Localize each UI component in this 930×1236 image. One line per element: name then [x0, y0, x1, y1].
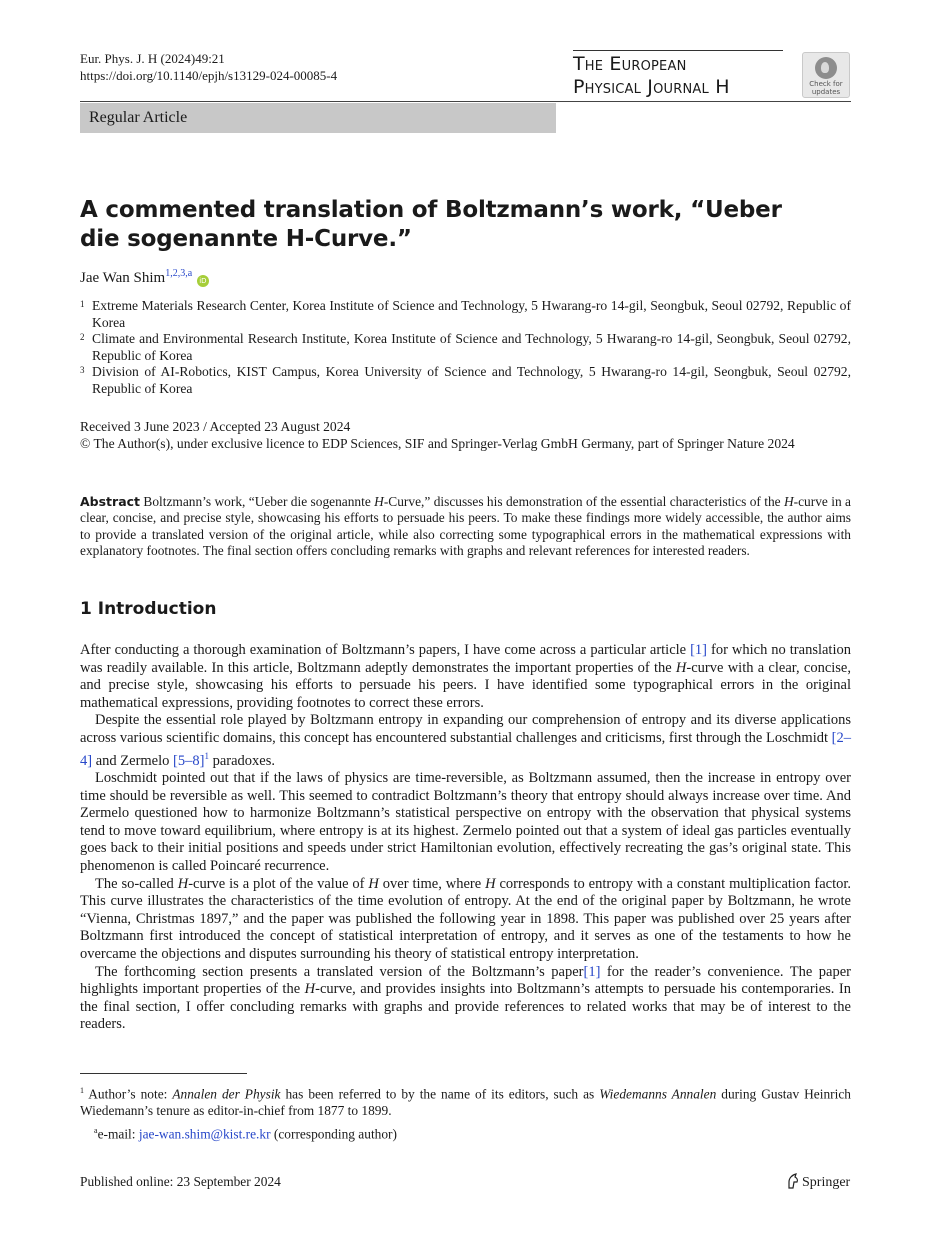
- affiliation-number: 1: [80, 299, 85, 309]
- header-divider: [80, 101, 851, 102]
- journal-citation: Eur. Phys. J. H (2024)49:21: [80, 51, 225, 66]
- paragraph-text: The forthcoming section presents a translated version of the Boltzmann’s paper: [95, 963, 584, 980]
- email-label: e-mail:: [97, 1126, 139, 1142]
- math-h: H: [177, 875, 189, 892]
- footnote-mark[interactable]: 1: [204, 750, 209, 761]
- citation-link[interactable]: [1]: [583, 963, 601, 980]
- affiliation-number: 2: [80, 332, 85, 342]
- paragraph-text: After conducting a thorough examination of Boltzmann’s papers, I have come across a particular article: [80, 642, 691, 658]
- footnote-mark: a: [94, 1126, 98, 1135]
- abstract: [80, 494, 851, 560]
- abstract-label: Abstract: [80, 494, 141, 509]
- affiliation-text: Division of AI-Robotics, KIST Campus, Korea University of Science and Technology, 5 Hwarang-ro 14-gil, Seongbuk, Seoul 02792, Republic of Korea: [92, 364, 851, 396]
- paragraph-text: Despite the essential role played by Boltzmann entropy in expanding our comprehension of entropy and its diverse applications across various scientific domains, this concept has encountered substantial challenges and criticisms, first through the Loschmidt: [80, 712, 851, 746]
- paragraph-text: for the reader’s convenience. The paper highlights important properties of the: [80, 963, 851, 998]
- title-line2: die sogenannte H-Curve.”: [80, 226, 412, 252]
- abstract-text: -curve in a clear, concise, and precise style, showcasing his efforts to persuade his peers. To make these findings more widely accessible, the author aims to provide a translated version of the original article, while also correcting some typographical errors in the mathematical expressions with explanatory footnotes. The final section offers concluding remarks with graphs and relevant references for interested readers.: [80, 494, 851, 559]
- affiliation-1: [80, 298, 851, 331]
- math-h: H: [374, 494, 384, 509]
- journal-title-line1: The European: [573, 53, 687, 75]
- footnote-rule: [80, 1073, 247, 1074]
- abstract-text: -Curve,” discusses his demonstration of the essential characteristics of the: [383, 494, 784, 509]
- footnote-journal: Annalen der Physik: [172, 1086, 281, 1102]
- paragraph-text: -curve, and provides insights into Boltzmann’s attempts to persuade his contemporaries. In the final section, I offer concluding remarks with graphs and provide references to related works that may be of interest to the readers.: [80, 981, 851, 1033]
- springer-horse-icon: [786, 1173, 800, 1189]
- affiliation-number: 3: [80, 365, 85, 375]
- paragraph-text: -curve is a plot of the value of: [188, 875, 369, 892]
- bookmark-icon: [815, 57, 837, 79]
- footnote-text: Author’s note:: [84, 1086, 173, 1102]
- footnote-text: during Gustav Heinrich Wiedemann’s tenure as editor-in-chief from 1877 to 1899.: [80, 1086, 851, 1118]
- article-type-banner: Regular Article: [80, 103, 556, 133]
- paragraph: [80, 712, 851, 770]
- copyright-notice: © The Author(s), under exclusive licence to EDP Sciences, SIF and Springer-Verlag GmbH Germany, part of Springer Nature 2024: [80, 436, 795, 451]
- section-body: [80, 642, 851, 1034]
- check-for-updates-button[interactable]: [802, 52, 850, 98]
- check-updates-line2: updates: [811, 88, 841, 96]
- paragraph: [80, 876, 851, 964]
- footnote-number: 1: [80, 1086, 84, 1095]
- paragraph: [80, 642, 851, 712]
- paragraph: [80, 964, 851, 1034]
- title-line1: A commented translation of Boltzmann’s work, “Ueber: [80, 197, 782, 223]
- paragraph-text: -curve with a clear, concise, and precise style, showcasing his efforts to persuade his peers. I have identified some typographical errors in the original mathematical expressions, providing footnotes to correct these errors.: [80, 659, 851, 711]
- footnote-text: has been referred to by the name of its editors, such as: [280, 1086, 600, 1102]
- math-h: H: [485, 875, 496, 892]
- citation-link[interactable]: [5–8]: [173, 752, 205, 769]
- abstract-text: Boltzmann’s work, “Ueber die sogenannte: [140, 494, 375, 509]
- paragraph-text: and Zermelo: [92, 752, 174, 769]
- author-line: [80, 268, 209, 287]
- affiliation-text: Extreme Materials Research Center, Korea Institute of Science and Technology, 5 Hwarang-ro 14-gil, Seongbuk, Seoul 02792, Republic of Korea: [92, 298, 851, 330]
- paragraph-text: for which no translation was readily available. In this article, Boltzmann adeptly demonstrates the important properties of the: [80, 642, 851, 676]
- math-h: H: [783, 494, 794, 509]
- check-updates-line1: Check for: [809, 80, 843, 88]
- journal-title-line2: Physical Journal H: [573, 76, 730, 98]
- math-h: H: [675, 659, 687, 676]
- paragraph-text: The so-called: [95, 875, 178, 892]
- email-footnote: [94, 1126, 397, 1142]
- paper-title: [80, 196, 800, 254]
- footnote-journal: Wiedemanns Annalen: [599, 1086, 717, 1102]
- published-online: Published online: 23 September 2024: [80, 1174, 281, 1189]
- doi-link[interactable]: https://doi.org/10.1140/epjh/s13129-024-00085-4: [80, 68, 338, 83]
- citation-link[interactable]: [1]: [690, 642, 708, 658]
- publisher-name: Springer: [802, 1175, 851, 1190]
- author-affiliation-marks[interactable]: 1,2,3,a: [165, 268, 193, 279]
- math-h: H: [368, 875, 379, 892]
- received-accepted: Received 3 June 2023 / Accepted 23 August 2024: [80, 419, 351, 434]
- email-link[interactable]: jae-wan.shim@kist.re.kr: [138, 1126, 271, 1142]
- affiliation-2: [80, 331, 851, 364]
- section-heading: 1 Introduction: [80, 599, 217, 619]
- journal-title: [573, 53, 793, 99]
- affiliation-text: Climate and Environmental Research Institute, Korea Institute of Science and Technology, 5 Hwarang-ro 14-gil, Seongbuk, Seoul 02792, Republic of Korea: [92, 331, 851, 363]
- journal-title-rule: [573, 50, 783, 51]
- journal-reference: [80, 50, 337, 84]
- author-name[interactable]: Jae Wan Shim: [80, 270, 166, 286]
- email-suffix: (corresponding author): [270, 1126, 397, 1142]
- publication-dates: [80, 418, 851, 452]
- math-h: H: [304, 981, 316, 998]
- paragraph-text: corresponds to entropy with a constant multiplication factor. This curve illustrates the characteristics of the time evolution of entropy. At the end of the original paper by Boltzmann, he wrote “Vienna, Christmas 1897,” and the paper was published the following year in 1898. This paper was published over 25 years after Boltzmann first introduced the concept of statistical interpretation of entropy, and it serves as one of the testaments to how he overcame the objections and disputes surrounding his theory of statistical entropy interpretation.: [80, 875, 851, 962]
- publisher-logo: [786, 1173, 850, 1191]
- paragraph-text: paradoxes.: [208, 752, 275, 769]
- citation-link[interactable]: [2–4]: [80, 729, 851, 769]
- footnote-1: [80, 1083, 851, 1119]
- orcid-icon[interactable]: iD: [197, 275, 209, 287]
- paragraph-text: over time, where: [378, 875, 486, 892]
- paragraph: Loschmidt pointed out that if the laws of physics are time-reversible, as Boltzmann assumed, then the increase in entropy over time should be reversible as well. This seemed to contradict Boltzmann’s theory that entropy should always increase over time. And Zermelo questioned how to harmonize Boltzmann’s statistical perspective on entropy with the observation that physical systems tend to move toward equilibrium, where entropy is at its highest. Zermelo pointed out that a system of ideal gas particles eventually goes back to their initial positions and speeds under strict Hamiltonian evolution, effectively recreating the gas’s original state. This phenomenon is called Poincaré recurrence.: [80, 769, 851, 874]
- affiliation-3: [80, 364, 851, 397]
